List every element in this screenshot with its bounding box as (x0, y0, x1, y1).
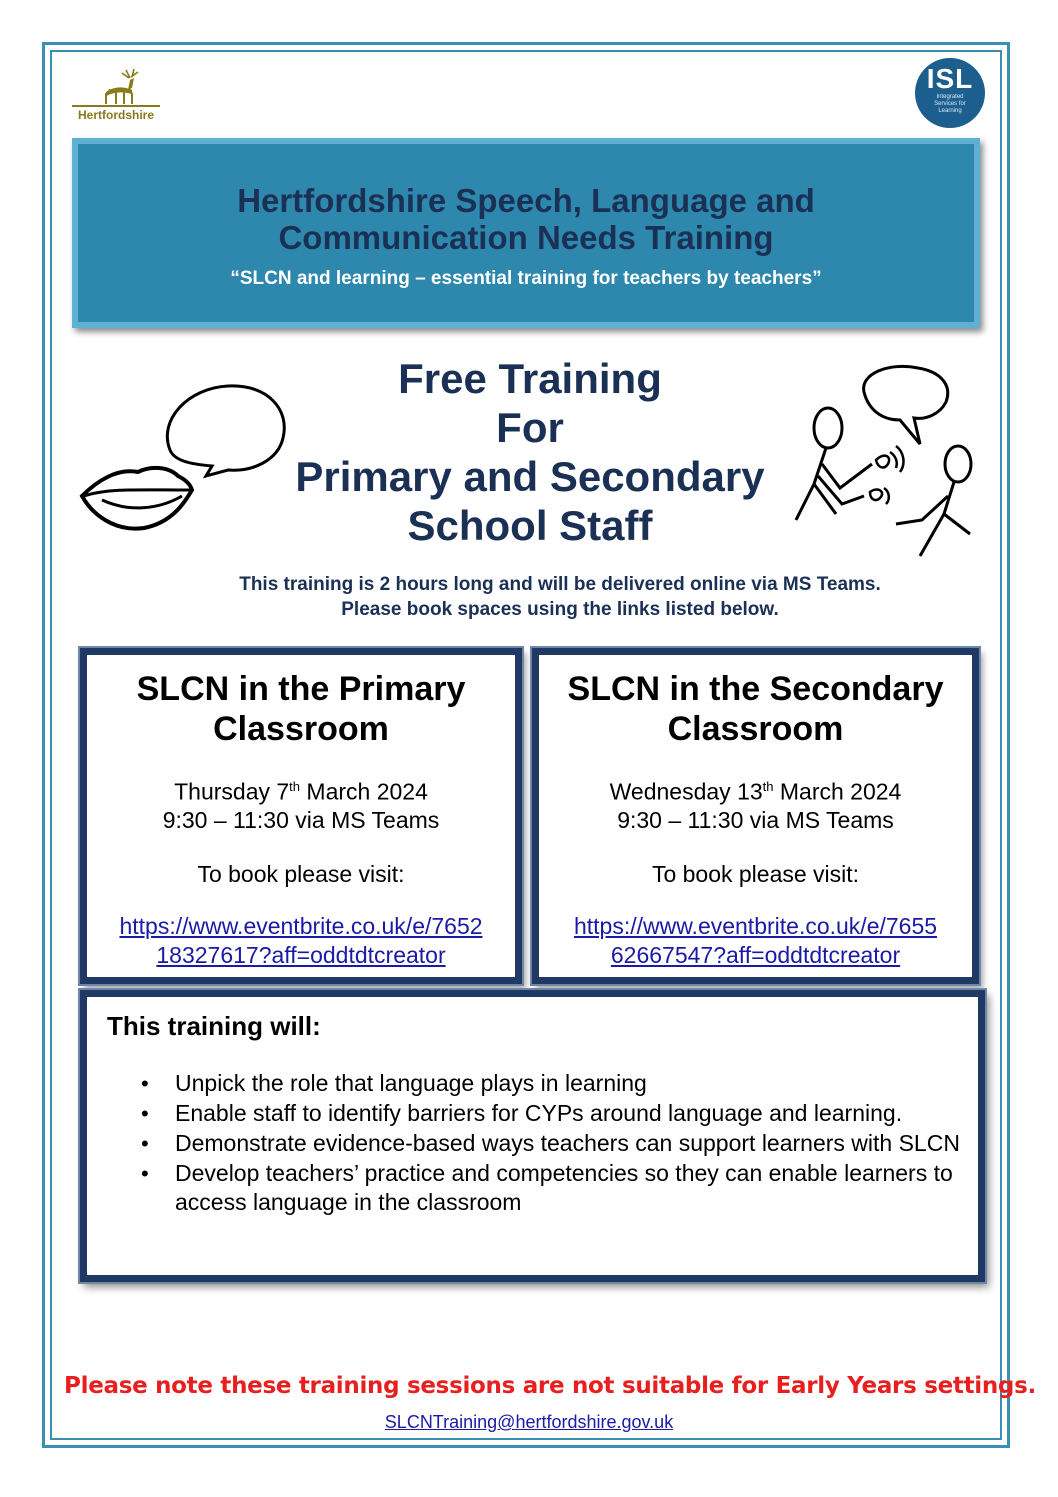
session-booking-link[interactable] (87, 912, 515, 970)
session-date-day: Thursday 7 (174, 778, 290, 805)
isl-logo (915, 58, 985, 128)
banner-title-line2: Communication Needs Training (278, 219, 774, 256)
session-booking-link-line1[interactable]: https://www.eventbrite.co.uk/e/7652 (119, 912, 483, 939)
session-time: 9:30 – 11:30 via MS Teams (162, 806, 440, 833)
session-card-secondary (532, 648, 979, 984)
isl-logo-text: ISL (926, 63, 974, 94)
intro-line1: This training is 2 hours long and will be delivered online via MS Teams. (239, 574, 881, 595)
session-date-day: Wednesday 13 (609, 778, 763, 805)
session-card-primary (80, 648, 522, 984)
outcomes-box (80, 990, 985, 1282)
isl-logo-subtext: Integrated Services for Learning (934, 94, 966, 114)
intro-line2: Please book spaces using the links listed below. (341, 599, 779, 620)
session-title-line1: SLCN in the Secondary (567, 670, 944, 708)
list-item: • Develop teachers’ practice and competencies so they can enable learners to access language in the classroom (127, 1159, 967, 1217)
session-booking-link-line2[interactable]: 18327617?aff=oddtdtcreator (156, 941, 446, 968)
session-date-rest: March 2024 (300, 778, 428, 805)
banner-title-line1: Hertfordshire Speech, Language and (237, 182, 815, 219)
session-title (539, 669, 972, 749)
session-date-suffix: th (762, 779, 774, 794)
session-title (87, 669, 515, 749)
banner-title (72, 182, 980, 256)
session-book-label: To book please visit: (651, 860, 860, 887)
contact-email-link[interactable]: SLCNTraining@hertfordshire.gov.uk (384, 1412, 674, 1432)
headline-line3: Primary and Secondary (295, 453, 765, 500)
session-booking-link-line2[interactable]: 62667547?aff=oddtdtcreator (610, 941, 901, 968)
session-date (87, 773, 515, 834)
session-title-line2: Classroom (667, 710, 844, 748)
session-date-rest: March 2024 (773, 778, 902, 805)
headline-line4: School Staff (407, 502, 653, 549)
headline (260, 354, 800, 550)
session-book-label: To book please visit: (197, 860, 405, 887)
two-people-talking-icon (792, 364, 982, 564)
outcomes-title: This training will: (107, 1011, 321, 1041)
list-item: • Demonstrate evidence-based ways teachers can support learners with SLCN (127, 1129, 967, 1158)
session-title-line1: SLCN in the Primary (136, 670, 466, 708)
session-date-suffix: th (289, 779, 301, 794)
headline-line1: Free Training (398, 355, 662, 402)
title-banner (72, 138, 980, 328)
session-booking-link-line1[interactable]: https://www.eventbrite.co.uk/e/7655 (573, 912, 938, 939)
session-booking-link[interactable] (539, 912, 972, 970)
hertfordshire-logo (66, 68, 166, 128)
list-item: • Enable staff to identify barriers for CYPs around language and learning. (127, 1099, 967, 1128)
headline-line2: For (496, 404, 564, 451)
early-years-note: Please note these training sessions are not suitable for Early Years settings. (64, 1373, 1036, 1399)
stag-icon (66, 68, 166, 110)
list-item: • Unpick the role that language plays in learning (127, 1069, 967, 1098)
hertfordshire-logo-text: Hertfordshire (77, 108, 154, 122)
session-date (539, 773, 972, 834)
session-title-line2: Classroom (213, 710, 389, 748)
banner-subtitle: “SLCN and learning – essential training for teachers by teachers” (230, 268, 822, 289)
outcomes-list (127, 1069, 967, 1218)
session-time: 9:30 – 11:30 via MS Teams (617, 806, 894, 833)
intro-text (150, 572, 970, 622)
